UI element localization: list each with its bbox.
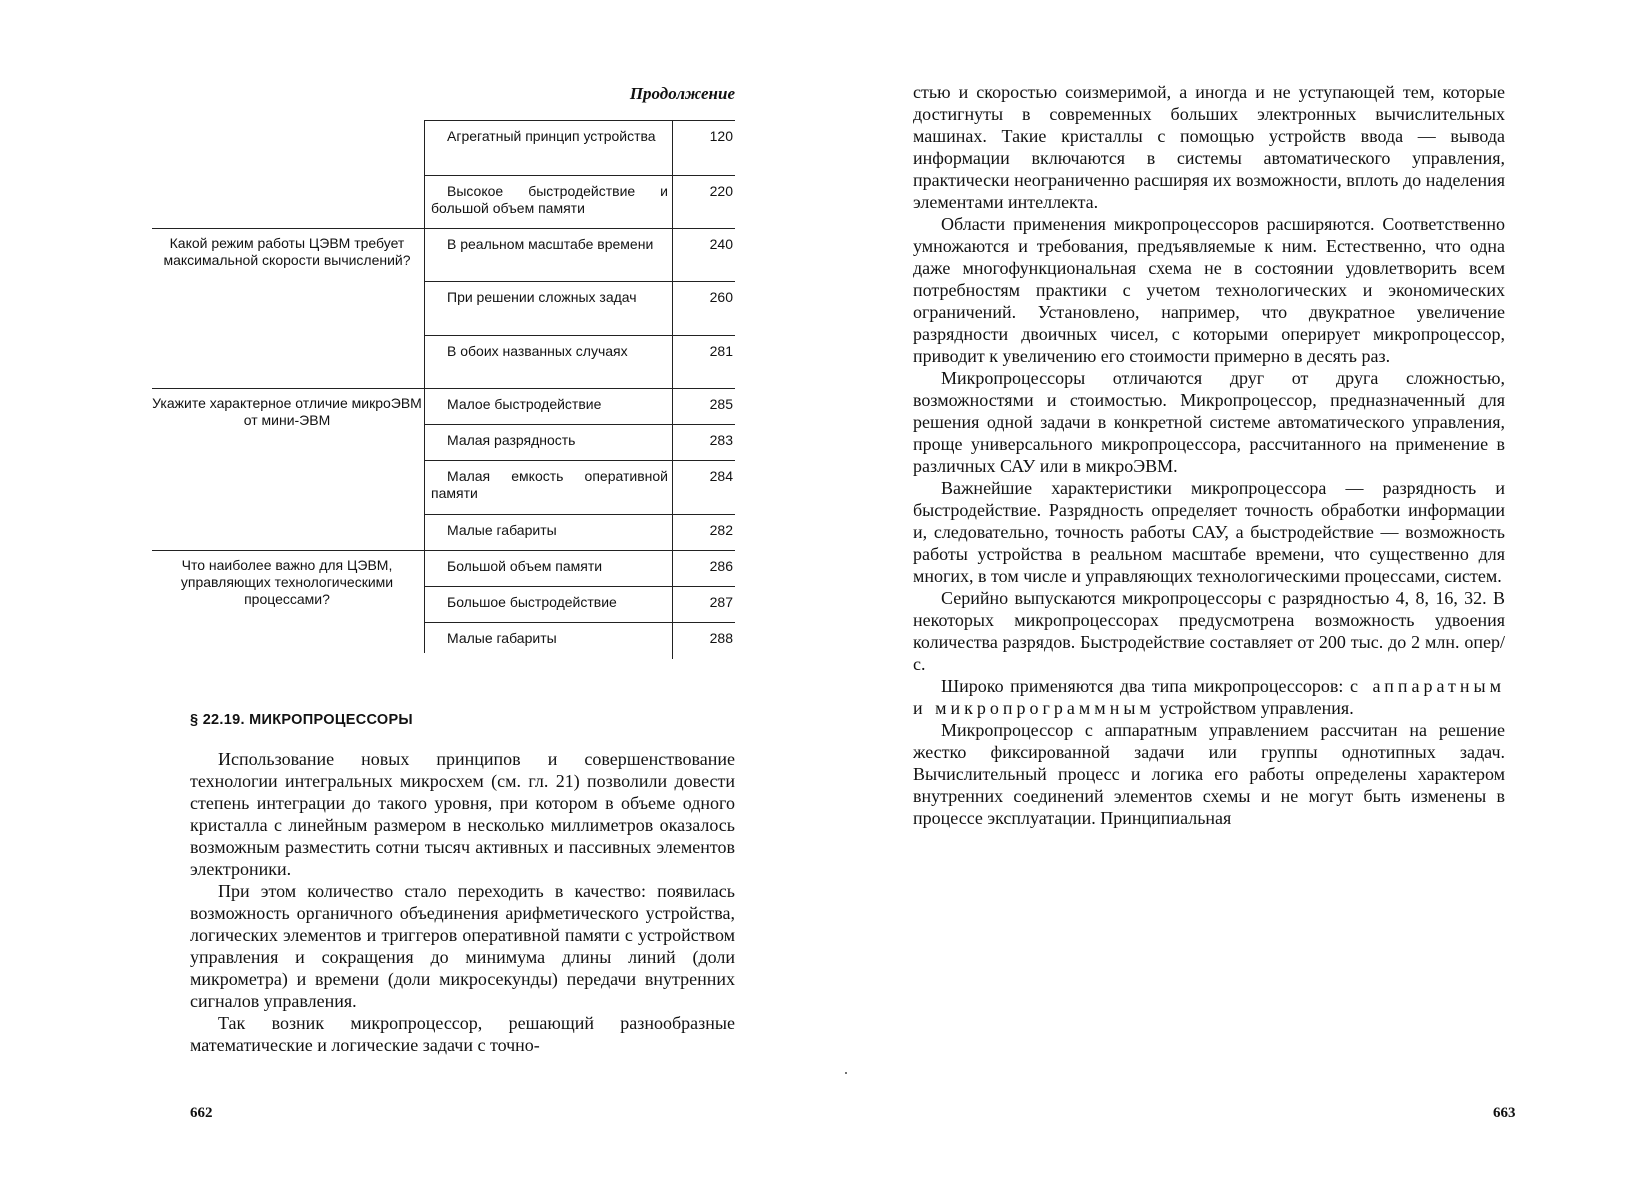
paragraph: Использование новых принципов и совершенствование технологии интегральных микросхем (см. гл. 21) позволили довести степень интеграции до такого уровня, при котором в объеме одного кристалла с линейным размером в несколько миллиметров оказалось возможным разместить сотни тысяч активных и пассивных элементов электроники. bbox=[190, 749, 735, 879]
answer-text: Большое быстродействие bbox=[425, 587, 673, 623]
answer-row bbox=[425, 551, 735, 586]
question-text: Что наиболее важно для ЦЭВМ, управляющих технологическими процессами? bbox=[180, 557, 394, 607]
question-group bbox=[152, 120, 735, 228]
answer-text: При решении сложных задач bbox=[425, 282, 673, 335]
answer-text: Малое быстродействие bbox=[425, 389, 673, 425]
answer-text: Малые габариты bbox=[425, 515, 673, 551]
answer-code: 283 bbox=[709, 432, 733, 448]
answer-list bbox=[424, 551, 735, 653]
paragraph-start: Широко применяются два типа микропроцессоров: bbox=[941, 676, 1344, 696]
answer-row bbox=[425, 514, 735, 550]
question-group bbox=[152, 388, 735, 550]
answer-text: Агрегатный принцип устройства bbox=[425, 121, 673, 175]
answer-row bbox=[425, 121, 735, 175]
question-table bbox=[152, 120, 735, 653]
answer-code: 240 bbox=[709, 236, 733, 252]
page-number-left: 662 bbox=[190, 1105, 213, 1121]
answer-text: Малые габариты bbox=[425, 623, 673, 659]
paragraph: Микропроцессоры отличаются друг от друга сложностью, возможностями и стоимостью. Микропроцессор, предназначенный для решения одной задачи в конкретной системе автоматического управления, проще универсального микропроцессора, рассчитанного на применение в различных САУ или в микроЭВМ. bbox=[913, 368, 1505, 476]
page-number-right: 663 bbox=[1493, 1105, 1516, 1121]
answer-code: 286 bbox=[709, 558, 733, 574]
paragraph bbox=[913, 675, 1505, 719]
answer-code: 282 bbox=[709, 522, 733, 538]
left-body-text bbox=[190, 748, 735, 1056]
paragraph: Микропроцессор с аппаратным управлением рассчитан на решение жестко фиксированной задачи или группы однотипных задач. Вычислительный процесс и логика его работы определены характером внутренних соединений элементов схемы и не могут быть изменены в процессе эксплуатации. Принципиальная bbox=[913, 720, 1505, 828]
paragraph: Серийно выпускаются микропроцессоры с разрядностью 4, 8, 16, 32. В некоторых микропроцессорах предусмотрена возможность удвоения количества разрядов. Быстродействие составляет от 200 тыс. до 2 млн. опер/с. bbox=[913, 588, 1505, 674]
paragraph-end: устройством управления. bbox=[1159, 698, 1354, 718]
answer-code: 285 bbox=[709, 396, 733, 412]
question-text: Укажите характерное отличие микроЭВМ от мини-ЭВМ bbox=[152, 395, 422, 428]
paragraph: стью и скоростью соизмеримой, а иногда и не уступающей тем, которые достигнуты в современных больших электронных вычислительных машинах. Такие кристаллы с помощью устройств ввода — вывода информации включаются в системы автоматического управления, практически неограниченно расширяя их возможности, вплоть до наделения элементами интеллекта. bbox=[913, 82, 1505, 212]
right-body-text bbox=[913, 81, 1505, 829]
continuation-label: Продолжение bbox=[629, 84, 735, 103]
section-heading: § 22.19. МИКРОПРОЦЕССОРЫ bbox=[190, 712, 413, 728]
answer-row bbox=[425, 424, 735, 460]
answer-code: 260 bbox=[709, 289, 733, 305]
answer-row bbox=[425, 622, 735, 653]
answer-row bbox=[425, 229, 735, 281]
answer-text: В реальном масштабе времени bbox=[425, 229, 673, 281]
question-text: Какой режим работы ЦЭВМ требует максимальной скорости вычислений? bbox=[163, 235, 411, 268]
answer-list bbox=[424, 389, 735, 550]
answer-row bbox=[425, 389, 735, 424]
answer-code: 288 bbox=[709, 630, 733, 646]
paragraph: При этом количество стало переходить в качество: появилась возможность органичного объединения арифметического устройства, логических элементов и триггеров оперативной памяти с устройством управления и сокращения до минимума длины линий (доли микрометра) и времени (доли микросекунды) передачи внутренних сигналов управления. bbox=[190, 881, 735, 1011]
answer-list bbox=[424, 120, 735, 228]
paragraph: Области применения микропроцессоров расширяются. Соответственно умножаются и требования, предъявляемые к ним. Естественно, что одна даже многофункциональная схема не в состоянии удовлетворить всем потребностям практики с учетом технологических и экономических ограничений. Установлено, например, что двукратное увеличение разрядности двоичных чисел, с которыми оперирует микропроцессор, приводит к увеличению его стоимости примерно в десять раз. bbox=[913, 214, 1505, 366]
question-group bbox=[152, 228, 735, 388]
answer-code: 220 bbox=[709, 183, 733, 199]
answer-text: Малая емкость оперативной памяти bbox=[425, 461, 673, 514]
scan-speck bbox=[845, 1072, 847, 1074]
answer-code: 287 bbox=[709, 594, 733, 610]
answer-row bbox=[425, 586, 735, 622]
answer-list bbox=[424, 229, 735, 388]
answer-text: В обоих названных случаях bbox=[425, 336, 673, 388]
spaced-emphasis: с аппаратным и микропрограммным bbox=[913, 676, 1505, 718]
answer-row bbox=[425, 175, 735, 228]
answer-code: 281 bbox=[709, 343, 733, 359]
answer-text: Большой объем памяти bbox=[425, 551, 673, 587]
paragraph: Важнейшие характеристики микропроцессора — разрядность и быстродействие. Разрядность определяет точность обработки информации и, следовательно, точность работы САУ, а быстродействие — возможность работы устройства в реальном масштабе времени, что существенно для многих, в том числе и управляющих технологическими процессами, систем. bbox=[913, 478, 1505, 586]
paragraph: Так возник микропроцессор, решающий разнообразные математические и логические задачи с точно- bbox=[190, 1013, 735, 1055]
answer-row bbox=[425, 460, 735, 514]
right-page bbox=[825, 0, 1650, 1201]
answer-text: Высокое быстродействие и большой объем памяти bbox=[425, 176, 673, 228]
question-group bbox=[152, 550, 735, 653]
answer-text: Малая разрядность bbox=[425, 425, 673, 461]
answer-row bbox=[425, 281, 735, 335]
answer-code: 284 bbox=[709, 468, 733, 484]
answer-code: 120 bbox=[709, 128, 733, 144]
answer-row bbox=[425, 335, 735, 388]
